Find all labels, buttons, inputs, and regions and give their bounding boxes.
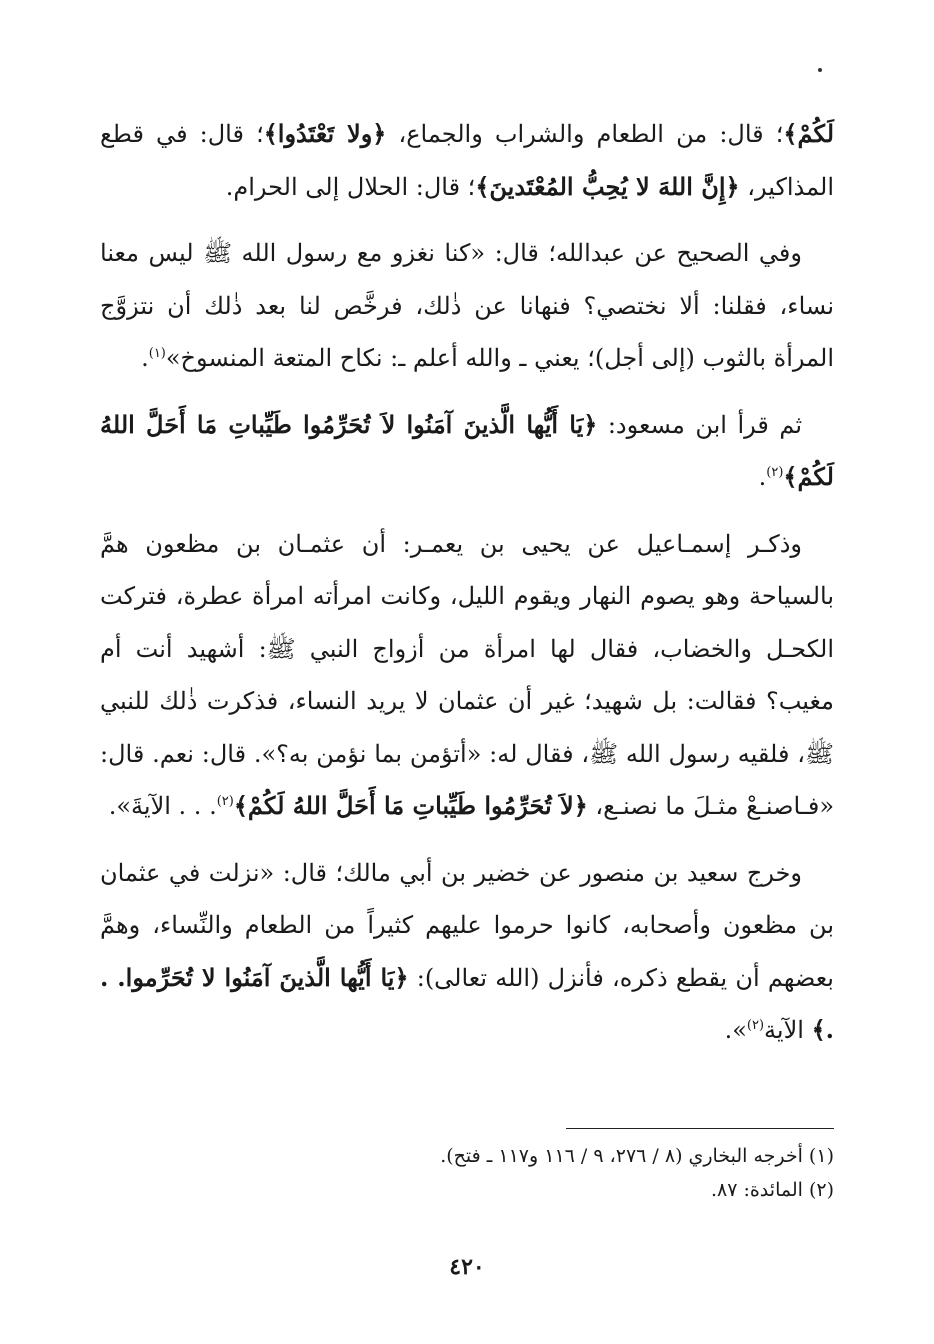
text-segment: وفي الصحيح عن عبدالله؛ قال: «كنا نغزو مع رسول الله ﷺ ليس معنا نساء، فقلنا: ألا نختصي؟ فنهانا عن ذٰلك، فرخَّص لنا بعد ذٰلك أن نتزوَّج المرأة بالثوب (إلى أجل)؛ يعني ـ والله أعلم ـ: نكاح المتعة المنسوخ» — [100, 239, 834, 372]
quran-quote: ﴿إِنَّ اللهَ لا يُحِبُّ المُعْتَدينَ﴾ — [475, 171, 740, 201]
footnotes-section — [100, 1128, 834, 1207]
body-text — [100, 108, 834, 1071]
text-segment: وخرج سعيد بن منصور عن خضير بن أبي مالك؛ قال: «نزلت في عثمان بن مظعون وأصحابه، كانوا حرموا عليهم كثيراً من الطعام والنِّساء، وهمَّ بعضهم أن يقطع ذكره، فأنزل (الله تعالى): — [100, 858, 834, 992]
quran-quote: لَكُمْ﴾ — [783, 119, 835, 148]
paragraph-1 — [100, 108, 834, 213]
footnote-1: (١) أخرجه البخاري (٨ / ٢٧٦، ٩ / ١١٦ و١١٧ ـ فتح). — [440, 1145, 834, 1167]
footnote-ref: (١) — [148, 346, 166, 361]
page-number: ٤٢٠ — [449, 1254, 485, 1280]
text-segment: . . . الآيةَ». — [108, 792, 217, 820]
text-segment: ؛ قال: من الطعام والشراب والجماع، — [386, 120, 784, 148]
text-segment: ثم قرأ ابن مسعود: — [597, 410, 802, 439]
text-segment: وذكـر إسمـاعيل عن يحيى بن يعمـر: أن عثمـان بن مظعون همَّ بالسياحة وهو يصوم النهار ويقوم الليل، وكانت امرأته امرأة عطرة، فتركت الكحـل والخضاب، فقال لها امرأة من أزواج النبي ﷺ: أشهيد أنت أم مغيب؟ فقالت: بل شهيد؛ غير أن عثمان لا يريد النساء، فذكرت ذٰلك للنبي ﷺ، فلقيه رسول الله ﷺ، فقال له: «أتؤمن بما نؤمن به؟». قال: نعم. قال: «فـاصنـعْ مثـلَ ما نصنـع، — [100, 529, 834, 820]
quran-quote: ﴿ولا تَعْتَدُوا﴾ — [263, 119, 387, 148]
footnote-ref: (٢) — [766, 465, 784, 480]
footnote-ref: (٢) — [216, 794, 234, 809]
text-segment: . — [141, 344, 149, 372]
text-segment: ؛ قال: في قطع المذاكير، — [100, 120, 834, 201]
ink-mark — [818, 68, 822, 72]
paragraph-4 — [100, 518, 834, 833]
text-segment: ». — [724, 1016, 747, 1044]
quran-quote: ﴿لاَ تُحَرِّمُوا طَيِّباتِ مَا أَحَلَّ اللهُ لَكُمْ﴾ — [233, 791, 588, 820]
text-segment: ؛ قال: الحلال إلى الحرام. — [225, 172, 476, 201]
footnote-ref: (٢) — [746, 1018, 765, 1033]
paragraph-3 — [100, 399, 834, 504]
quran-quote: ﴿يَا أَيُّها الَّذينَ آمَنُوا لا تُحَرِّموا. . .﴾ — [100, 962, 834, 1044]
quran-quote: ﴿يَا أَيُّها الَّذينَ آمَنُوا لاَ تُحَرِّمُوا طَيِّباتِ مَا أَحَلَّ اللهُ لَكُمْ﴾ — [100, 409, 834, 491]
footnote-divider — [566, 1128, 834, 1129]
footnote-2: (٢) المائدة: ٨٧. — [710, 1179, 834, 1201]
text-segment: . — [758, 463, 767, 491]
paragraph-5 — [100, 847, 834, 1057]
text-segment: الآية — [764, 1016, 812, 1044]
paragraph-2 — [100, 227, 834, 385]
